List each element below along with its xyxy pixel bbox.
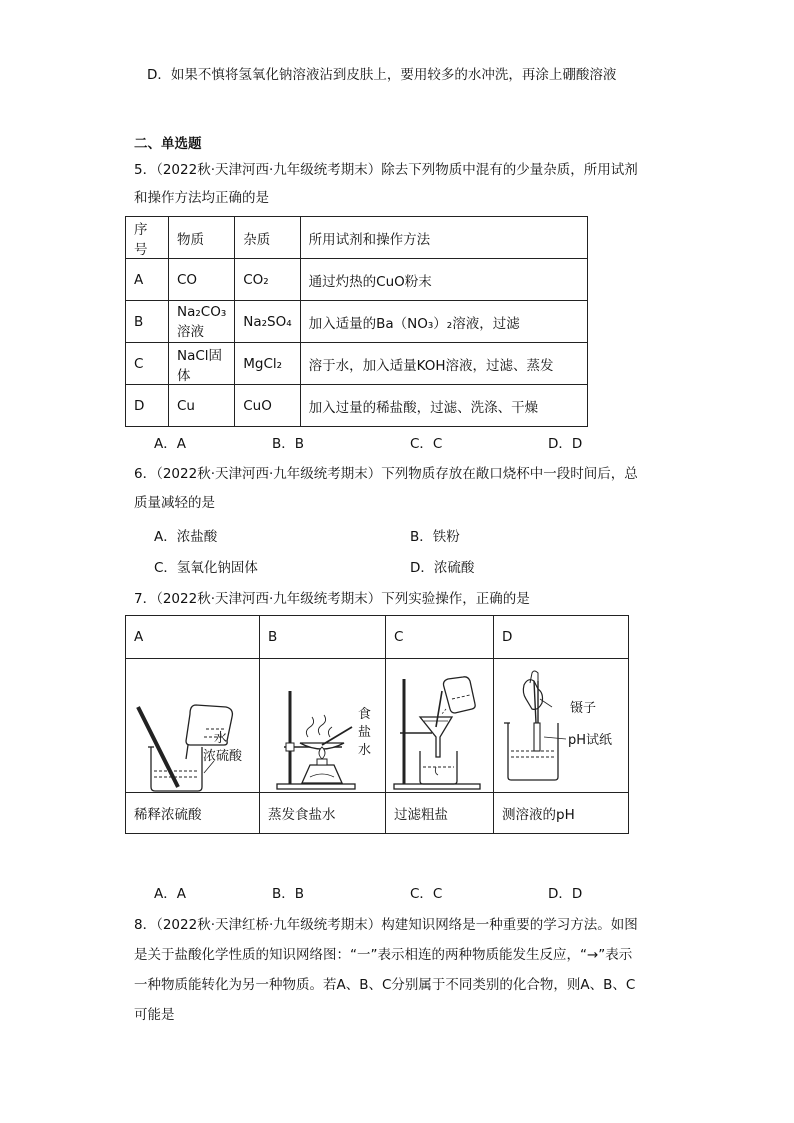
q7-option-d[interactable]: D．D xyxy=(548,886,583,902)
figure-ph xyxy=(494,659,629,793)
header-cell: B xyxy=(260,616,386,659)
q7-option-a[interactable]: A．A xyxy=(154,886,186,902)
label-salt-3: 水 xyxy=(358,743,372,758)
header-cell: D xyxy=(494,616,629,659)
figure-filter xyxy=(386,659,494,793)
section-title: 二、单选题 xyxy=(134,136,202,152)
label-salt-1: 食 xyxy=(358,707,372,722)
q5-option-b[interactable]: B．B xyxy=(272,436,305,452)
figure-dilute-acid xyxy=(126,659,260,793)
q7-option-b[interactable]: B．B xyxy=(272,886,305,902)
method-cell: 溶于水，加入适量KOH溶液，过滤、蒸发 xyxy=(300,343,587,385)
substance-cell: Cu xyxy=(169,385,235,427)
label-salt-2: 盐 xyxy=(358,725,372,740)
q4-option-d: D．如果不慎将氢氧化钠溶液沾到皮肤上，要用较多的水冲洗，再涂上硼酸溶液 xyxy=(147,67,617,83)
q5-stem-line2: 和操作方法均正确的是 xyxy=(134,190,269,206)
caption-cell: 蒸发食盐水 xyxy=(260,793,386,834)
q7-table xyxy=(125,615,629,834)
impurity-cell: CuO xyxy=(235,385,300,427)
table-row xyxy=(126,259,588,301)
q6-option-c[interactable]: C．氢氧化钠固体 xyxy=(154,560,258,576)
q8-stem-line1: 8．（2022秋·天津红桥·九年级统考期末）构建知识网络是一种重要的学习方法。如图 xyxy=(134,917,638,933)
q6-option-d[interactable]: D．浓硫酸 xyxy=(410,560,475,576)
method-cell: 加入适量的Ba（NO₃）₂溶液，过滤 xyxy=(300,301,587,343)
dilute-acid-illustration xyxy=(126,659,259,792)
caption-cell: 测溶液的pH xyxy=(494,793,629,834)
q7-stem: 7．（2022秋·天津河西·九年级统考期末）下列实验操作，正确的是 xyxy=(134,591,530,607)
row-id: C xyxy=(126,343,169,385)
header-cell: 物质 xyxy=(169,217,235,259)
impurity-cell: Na₂SO₄ xyxy=(235,301,300,343)
row-id: B xyxy=(126,301,169,343)
impurity-cell: MgCl₂ xyxy=(235,343,300,385)
caption-cell: 过滤粗盐 xyxy=(386,793,494,834)
header-cell: 序号 xyxy=(126,217,169,259)
glass-rod xyxy=(138,707,178,787)
q5-option-c[interactable]: C．C xyxy=(410,436,443,452)
label-water: 水 xyxy=(214,731,228,746)
row-id: A xyxy=(126,259,169,301)
q5-stem-line1: 5．（2022秋·天津河西·九年级统考期末）除去下列物质中混有的少量杂质，所用试剂 xyxy=(134,162,638,178)
q8-stem-line3: 一种物质能转化为另一种物质。若A、B、C分别属于不同类别的化合物，则A、B、C xyxy=(134,977,636,993)
label-conc-acid: 浓硫酸 xyxy=(203,749,243,764)
q7-option-c[interactable]: C．C xyxy=(410,886,443,902)
q6-stem-line1: 6．（2022秋·天津河西·九年级统考期末）下列物质存放在敞口烧杯中一段时间后，总 xyxy=(134,466,638,482)
header-cell: A xyxy=(126,616,260,659)
header-cell: 所用试剂和操作方法 xyxy=(300,217,587,259)
filtration-illustration xyxy=(386,659,493,792)
header-cell: C xyxy=(386,616,494,659)
figure-evaporate xyxy=(260,659,386,793)
header-cell: 杂质 xyxy=(235,217,300,259)
method-cell: 通过灼热的CuO粉末 xyxy=(300,259,587,301)
table-header-row xyxy=(126,217,588,259)
ph-test-illustration xyxy=(494,659,628,792)
impurity-cell: CO₂ xyxy=(235,259,300,301)
q5-table xyxy=(125,216,588,427)
method-cell: 加入过量的稀盐酸，过滤、洗涤、干燥 xyxy=(300,385,587,427)
q6-stem-line2: 质量减轻的是 xyxy=(134,495,215,511)
q8-stem-line2: 是关于盐酸化学性质的知识网络图：“一”表示相连的两种物质能发生反应，“→”表示 xyxy=(134,947,633,963)
table-row xyxy=(126,385,588,427)
q5-option-d[interactable]: D．D xyxy=(548,436,583,452)
substance-cell: CO xyxy=(169,259,235,301)
q5-option-a[interactable]: A．A xyxy=(154,436,186,452)
q6-option-a[interactable]: A．浓盐酸 xyxy=(154,529,218,545)
table-row xyxy=(126,301,588,343)
row-id: D xyxy=(126,385,169,427)
substance-cell: NaCl固体 xyxy=(169,343,235,385)
q6-option-b[interactable]: B．铁粉 xyxy=(410,529,460,545)
caption-cell: 稀释浓硫酸 xyxy=(126,793,260,834)
substance-cell: Na₂CO₃溶液 xyxy=(169,301,235,343)
label-tweezers: 镊子 xyxy=(570,701,597,716)
label-ph-paper: pH试纸 xyxy=(568,733,613,748)
table-row xyxy=(126,343,588,385)
q8-stem-line4: 可能是 xyxy=(134,1007,175,1023)
